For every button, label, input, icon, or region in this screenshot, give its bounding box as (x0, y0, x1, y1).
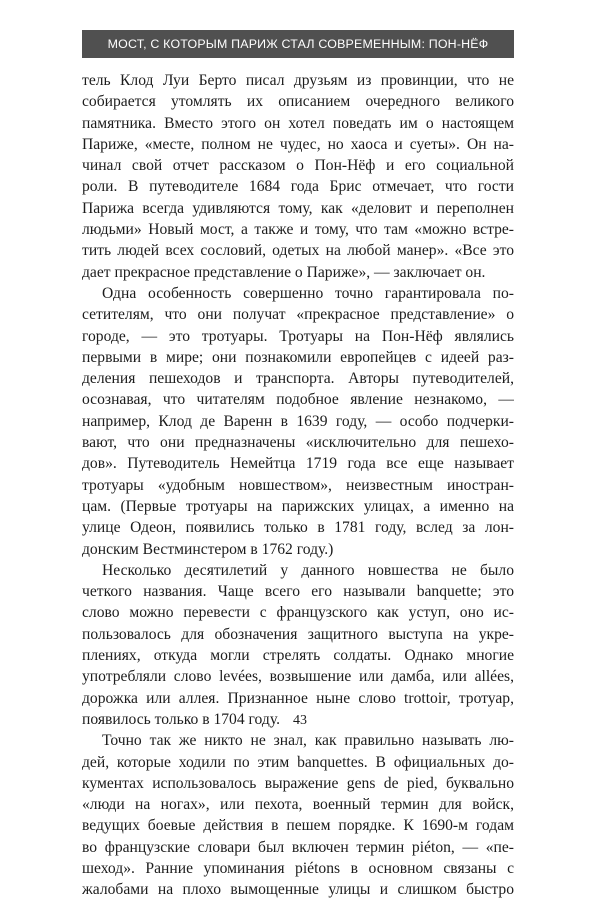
text-line: памятника. Вместо этого он хотел поведать им о настоящем (82, 114, 514, 132)
text-line: тель Клод Луи Берто писал друзьям из провинции, что не (82, 72, 514, 89)
text-line: Париже, «месте, полном не чудес, но хаоса и суеты». Он на- (82, 135, 514, 153)
text-line: городе, — это тротуары. Тротуары на Пон-Нёф являлись (82, 327, 514, 345)
text-line: тротуары «удобным новшеством», неизвестным иностран- (82, 476, 514, 494)
text-line: первыми в мире; они познакомили европейцев с идеей раз- (82, 348, 514, 366)
text-line: дорожка или аллея. Признанное ныне слово trottoir, тротуар, (82, 689, 514, 707)
text-line: слово можно перевести с французского как уступ, оно ис- (82, 604, 514, 622)
text-line: появилось только в 1704 году. (82, 710, 280, 728)
text-line: осознавая, что читателям подобное явление незнакомо, — (82, 391, 514, 409)
text-line: сетителям, что они получат «прекрасное представление» о (82, 306, 514, 324)
text-line: четкого названия. Чаще всего его называли banquette; это (82, 583, 514, 601)
text-line: «люди на ногах», или пехота, военный термин для войск, (82, 796, 514, 814)
text-line: шеход». Ранние упоминания piétons в основном связаны с (82, 859, 514, 877)
text-line: употребляли слово levées, возвышение или дамба, или allées, (82, 668, 514, 686)
text-line: во французские словари был включен термин piéton, — «пе- (82, 838, 514, 856)
text-line: улице Одеон, появились только в 1781 году, вслед за лон- (82, 519, 514, 537)
text-line: дей, которые ходили по этим banquettes. В официальных до- (82, 753, 514, 771)
text-line: жалобами на плохо вымощенные улицы и слишком быстро (82, 881, 514, 899)
page-number: 43 (293, 713, 307, 728)
text-line: дает прекрасное представление о Париже», — заключает он. (82, 263, 486, 281)
text-line: кументах использовалось выражение gens de pied, буквально (82, 774, 514, 792)
running-header-title: МОСТ, С КОТОРЫМ ПАРИЖ СТАЛ СОВРЕМЕННЫМ: ПОН-НЁФ (107, 37, 489, 51)
text-line: цам. (Первые тротуары на парижских улицах, а именно на (82, 497, 514, 515)
running-header (82, 30, 514, 58)
text-line: Несколько десятилетий у данного новшества не было (102, 561, 514, 579)
text-line: например, Клод де Варенн в 1639 году, — особо подчерки- (82, 412, 514, 430)
text-line: донским Вестминстером в 1762 году.) (82, 540, 334, 558)
text-line: чинал свой отчет рассказом о Пон-Нёф и его социальной (82, 157, 514, 175)
text-line: пользовалось для обозначения защитного выступа на укре- (82, 625, 514, 643)
text-line: тить людей всех сословий, одетых на любой манер». «Все это (82, 242, 514, 260)
text-line: собирается утомлять их описанием очередного великого (82, 93, 514, 111)
text-line: плениях, откуда могли стрелять солдаты. Однако многие (82, 647, 514, 665)
text-line: людьми» Новый мост, а также и тому, что там «можно встре- (82, 221, 514, 239)
text-line: Одна особенность совершенно точно гарантировала по- (102, 284, 514, 302)
text-line: Точно так же никто не знал, как правильно называть лю- (102, 732, 514, 750)
text-line: деления пешеходов и транспорта. Авторы путеводителей, (82, 370, 514, 388)
text-line: роли. В путеводителе 1684 года Брис отмечает, что гости (82, 178, 514, 196)
text-line: Парижа всегда удивляются тому, как «деловит и переполнен (82, 199, 514, 217)
text-line: вают, что они предназначены «исключительно для пешехо- (82, 434, 514, 452)
text-line: дов». Путеводитель Немейтца 1719 года все еще называет (82, 455, 514, 473)
text-line: ведущих боевые действия в пешем порядке. К 1690-м годам (82, 817, 514, 835)
